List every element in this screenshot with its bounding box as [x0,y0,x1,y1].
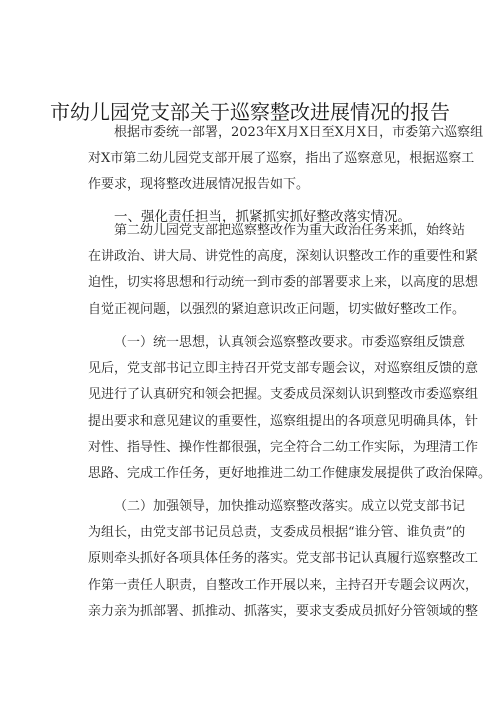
paragraph-line: （一）统一思想，认真领会巡察整改要求。市委巡察组反馈意 [114,335,466,350]
paragraph-line: 对性、指导性、操作性都很强，完全符合二幼工作实际，为理清工作 [88,439,479,455]
intro-line: 根据市委统一部署，2023年X月X日至X月X日，市委第六巡察组 [114,125,484,140]
paragraph-line: 作第一责任人职责，自整改工作开展以来，主持召开专题会议两次， [88,577,479,593]
body-paragraph-2 [88,330,492,487]
section-heading: 一、强化责任担当，抓紧抓实抓好整改落实情况。 [114,209,411,225]
paragraph-line: 思路、完成工作任务，更好地推进二幼工作健康发展提供了政治保障。 [88,466,492,482]
document-title: 市幼儿园党支部关于巡察整改进展情况的报告 [50,100,450,124]
paragraph-line: 第二幼儿园党支部把巡察整改作为重大政治任务来抓，始终站 [114,223,466,238]
body-paragraph-1 [88,218,479,323]
intro-line: 对X市第二幼儿园党支部开展了巡察，指出了巡察意见，根据巡察工 [88,151,475,167]
paragraph-line: 见进行了认真研究和领会把握。支委成员深刻认识到整改市委巡察组 [88,387,479,403]
paragraph-line: 为组长，由党支部书记员总责，支委成员根据“谁分管、谁负责”的 [88,525,466,541]
paragraph-line: 在讲政治、讲大局、讲党性的高度，深刻认识整改工作的重要性和紧 [88,249,479,265]
body-paragraph-3 [88,494,479,625]
paragraph-line: （二）加强领导，加快推动巡察整改落实。成立以党支部书记 [114,499,466,514]
paragraph-line: 迫性，切实将思想和行动统一到市委的部署要求上来，以高度的思想 [88,275,479,291]
paragraph-line: 见后，党支部书记立即主持召开党支部专题会议，对巡察组反馈的意 [88,361,479,377]
intro-paragraph [88,120,484,199]
paragraph-line: 提出要求和意见建议的重要性，巡察组提出的各项意见明确具体，针 [88,413,479,429]
paragraph-line: 原则牵头抓好各项具体任务的落实。党支部书记认真履行巡察整改工 [88,551,479,567]
intro-line: 作要求，现将整改进展情况报告如下。 [88,177,310,193]
paragraph-line: 自觉正视问题，以强烈的紧迫意识改正问题，切实做好整改工作。 [88,301,466,317]
paragraph-line: 亲力亲为抓部署、抓推动、抓落实，要求支委成员抓好分管领域的整 [88,603,479,619]
